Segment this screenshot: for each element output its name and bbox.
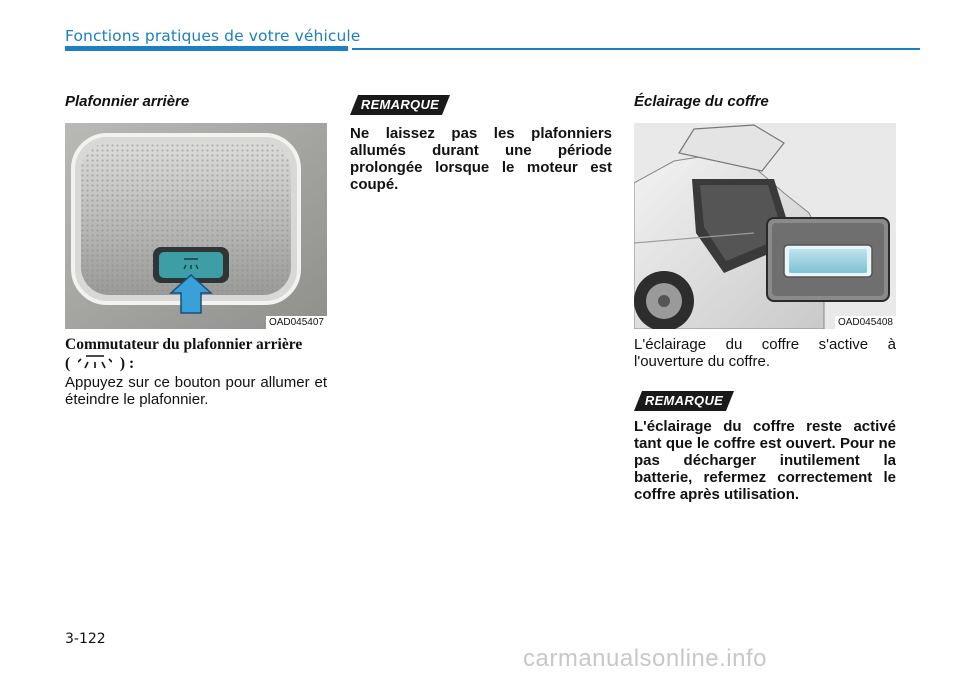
image-reference-code: OAD045407 [266,316,327,329]
trunk-light-title: Éclairage du coffre [634,93,769,110]
switch-caption-line2 [65,354,327,373]
header-divider-thick [65,46,348,51]
remarque-badge [350,95,450,115]
image-reference-code: OAD045408 [835,316,896,329]
remarque-badge [634,391,734,411]
page-number: 3-122 [65,631,106,647]
rear-dome-light-body: Appuyez sur ce bouton pour allumer et éteindre le plafonnier. [65,374,327,408]
section-header-title: Fonctions pratiques de votre véhicule [65,27,361,45]
rear-dome-light-title: Plafonnier arrière [65,93,190,110]
trunk-light-note-text: L'éclairage du coffre reste activé tant que le coffre est ouvert. Pour ne pas décharger inutilement la batterie, refermez correctement le coffre après utilisation. [634,418,896,503]
trunk-light-illustration [634,123,896,329]
remarque-badge-label: REMARQUE [360,97,440,112]
caption-close-paren: ) : [119,355,135,372]
dome-light-note-text: Ne laissez pas les plafonniers allumés durant une période prolongée lorsque le moteur est coupé. [350,125,612,193]
header-divider-thin [352,48,920,50]
trunk-light-body: L'éclairage du coffre s'active à l'ouverture du coffre. [634,336,896,370]
switch-caption-line1: Commutateur du plafonnier arrière [65,336,303,353]
trunk-lamp-icon [767,218,889,301]
caption-open-paren: ( [65,355,71,372]
rear-dome-light-illustration [65,123,327,329]
watermark: carmanualsonline.info [523,645,767,672]
dome-light-icon [78,354,112,370]
trunk-light-photo [634,123,896,329]
rear-dome-light-photo [65,123,327,329]
remarque-badge-label: REMARQUE [644,393,724,408]
